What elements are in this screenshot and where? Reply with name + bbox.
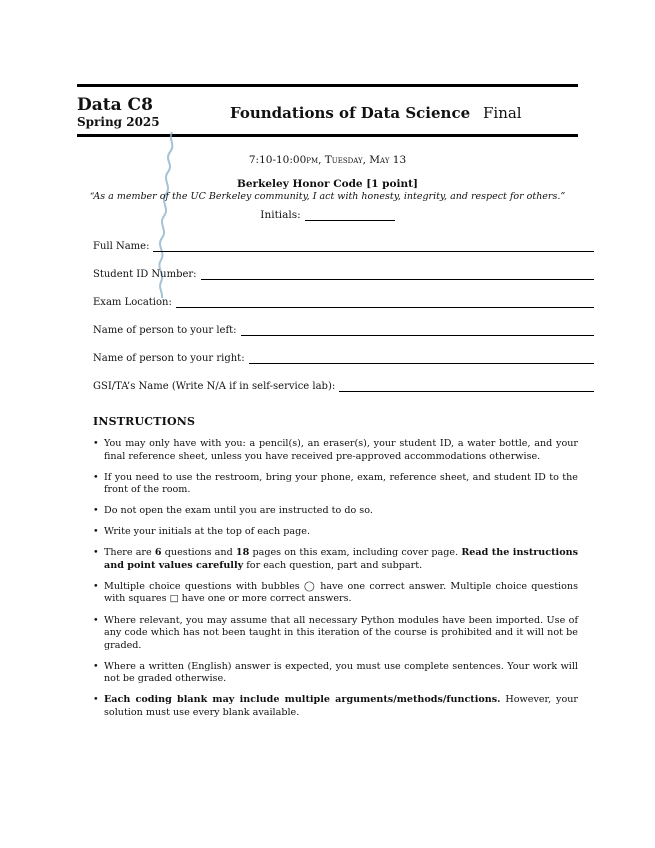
instruction-text: However, your solution must use every blank available. [104, 694, 579, 718]
list-item [93, 438, 578, 463]
list-item [93, 526, 578, 539]
instruction-text: for each question, part and subpart. [243, 559, 423, 571]
field-label: Full Name: [93, 241, 150, 252]
course-name: Data C8 [77, 95, 153, 115]
bullet: • [93, 580, 99, 592]
field-blank-full-name[interactable] [153, 250, 594, 252]
field-label: Exam Location: [93, 297, 172, 308]
course-title: Foundations of Data Science [230, 104, 471, 122]
instruction-text: questions and [161, 547, 236, 559]
field-blank-gsi-ta-name[interactable] [339, 390, 594, 392]
field-left-neighbor [93, 325, 594, 336]
instruction-text: Where a written (English) answer is expected, you must use complete sentences. Your work will not be graded otherwise. [104, 660, 578, 685]
initials-row [77, 209, 578, 221]
bullet: • [93, 505, 99, 517]
instruction-emphasis: Read the instructions and point values carefully [104, 547, 578, 571]
field-label: Name of person to your right: [93, 353, 245, 364]
honor-code-heading: Berkeley Honor Code [1 point] [237, 178, 418, 190]
field-full-name [93, 241, 594, 252]
exam-date: pm, Tuesday, May 13 [306, 154, 407, 166]
initials-blank[interactable] [305, 209, 395, 221]
instruction-text: pages on this exam, including cover page. [249, 547, 462, 559]
bullet: • [93, 526, 99, 538]
field-blank-exam-location[interactable] [176, 306, 594, 308]
field-blank-left-neighbor[interactable] [241, 334, 594, 336]
bullet: • [93, 471, 99, 483]
instructions-heading: INSTRUCTIONS [93, 415, 196, 428]
field-right-neighbor [93, 353, 594, 364]
question-count: 6 [154, 547, 162, 559]
exam-time-range: 7:10-10:00 [248, 154, 307, 166]
list-item [93, 505, 578, 518]
instruction-text: Write your initials at the top of each page. [104, 526, 310, 538]
field-label: GSI/TA’s Name (Write N/A if in self-service lab): [93, 381, 336, 392]
field-label: Student ID Number: [93, 269, 197, 280]
field-blank-student-id[interactable] [201, 278, 594, 280]
initials-label: Initials: [260, 209, 301, 221]
list-item [93, 615, 578, 653]
bullet: • [93, 660, 99, 672]
instructions-list [93, 438, 578, 728]
field-exam-location [93, 297, 594, 308]
course-term: Spring 2025 [77, 115, 160, 129]
page-count: 18 [235, 547, 250, 559]
instruction-text: If you need to use the restroom, bring your phone, exam, reference sheet, and student ID to the front of the room. [104, 471, 578, 496]
list-item [93, 581, 578, 606]
exam-time [77, 154, 578, 166]
bullet: • [93, 438, 99, 449]
bullet: • [93, 614, 99, 626]
instruction-text: You may only have with you: a pencil(s), an eraser(s), your student ID, a water bottle, and your final reference sheet, unless you have received pre-approved accommodations otherwise. [104, 438, 578, 462]
exam-type: Final [483, 104, 522, 122]
header-top-rule [77, 84, 578, 87]
field-label: Name of person to your left: [93, 325, 237, 336]
list-item [93, 472, 578, 497]
list-item [93, 547, 578, 572]
field-student-id [93, 269, 594, 280]
list-item [93, 694, 578, 719]
field-blank-right-neighbor[interactable] [249, 362, 594, 364]
bullet: • [93, 547, 99, 559]
instruction-text: Where relevant, you may assume that all necessary Python modules have been imported. Use of any code which has not been taught in this iteration of the course is prohibited and it will not be graded. [104, 614, 578, 651]
bullet: • [93, 694, 99, 706]
instruction-emphasis: Each coding blank may include multiple arguments/methods/functions. [104, 694, 501, 706]
list-item [93, 661, 578, 686]
instruction-text: Multiple choice questions with bubbles ◯ have one correct answer. Multiple choice questions with squares □ have one or more correct answers. [104, 580, 578, 605]
instruction-text: There are [104, 547, 155, 559]
instruction-text: Do not open the exam until you are instructed to do so. [104, 505, 373, 517]
field-gsi-ta-name [93, 381, 594, 392]
honor-code-quote: “As a member of the UC Berkeley community, I act with honesty, integrity, and respect for others.” [89, 191, 566, 202]
